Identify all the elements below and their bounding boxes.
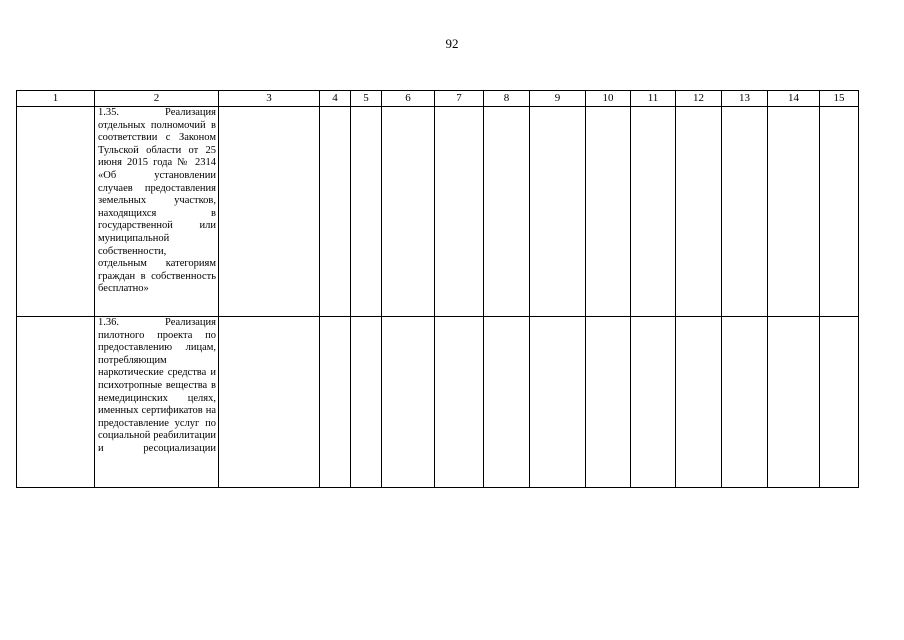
column-header: 15 (820, 91, 859, 107)
table-cell (768, 107, 820, 317)
table-cell-description (95, 317, 219, 488)
column-header: 9 (530, 91, 586, 107)
column-header: 12 (676, 91, 722, 107)
table-cell (820, 317, 859, 488)
table-cell (351, 317, 382, 488)
table-cell (530, 107, 586, 317)
table-cell (484, 107, 530, 317)
column-header: 2 (95, 91, 219, 107)
table-cell (631, 317, 676, 488)
table-cell (382, 107, 435, 317)
table-cell (722, 107, 768, 317)
column-header: 6 (382, 91, 435, 107)
column-header: 5 (351, 91, 382, 107)
table-cell (586, 107, 631, 317)
header-row (17, 91, 859, 107)
table-cell (219, 107, 320, 317)
table-cell-description (95, 107, 219, 317)
table-cell (17, 107, 95, 317)
table-cell (631, 107, 676, 317)
item-description: 1.36. Реализация пилотного проекта по предоставлению лицам, потребляющим наркотические средства и психотропные вещества в немедицинских целях, именных сертификатов на предоставление услуг по социальной реабилитации и ресоциализации (98, 317, 216, 454)
table-cell (382, 317, 435, 488)
table-cell (351, 107, 382, 317)
table-cell (586, 317, 631, 488)
table-cell (530, 317, 586, 488)
table-cell (435, 107, 484, 317)
table-row (17, 107, 859, 317)
table-cell (17, 317, 95, 488)
table-cell (219, 317, 320, 488)
column-header: 7 (435, 91, 484, 107)
data-table (16, 90, 859, 488)
column-header: 11 (631, 91, 676, 107)
column-header: 4 (320, 91, 351, 107)
table-cell (768, 317, 820, 488)
page-number: 92 (445, 36, 459, 51)
table-cell (484, 317, 530, 488)
column-header: 14 (768, 91, 820, 107)
column-header: 8 (484, 91, 530, 107)
column-header: 10 (586, 91, 631, 107)
table-cell (320, 107, 351, 317)
table-cell (320, 317, 351, 488)
table-cell (820, 107, 859, 317)
column-header: 13 (722, 91, 768, 107)
table-cell (676, 317, 722, 488)
table-cell (722, 317, 768, 488)
column-header: 1 (17, 91, 95, 107)
table-row (17, 317, 859, 488)
column-header: 3 (219, 91, 320, 107)
item-description: 1.35. Реализация отдельных полномочий в соответствии с Законом Тульской области от 25 июня 2015 года № 2314 «Об установлении случаев предоставления земельных участков, находящихся в государственной или муниципальной собственности, отдельным категориям граждан в собственность бесплатно» (98, 107, 216, 295)
table-cell (435, 317, 484, 488)
table-cell (676, 107, 722, 317)
